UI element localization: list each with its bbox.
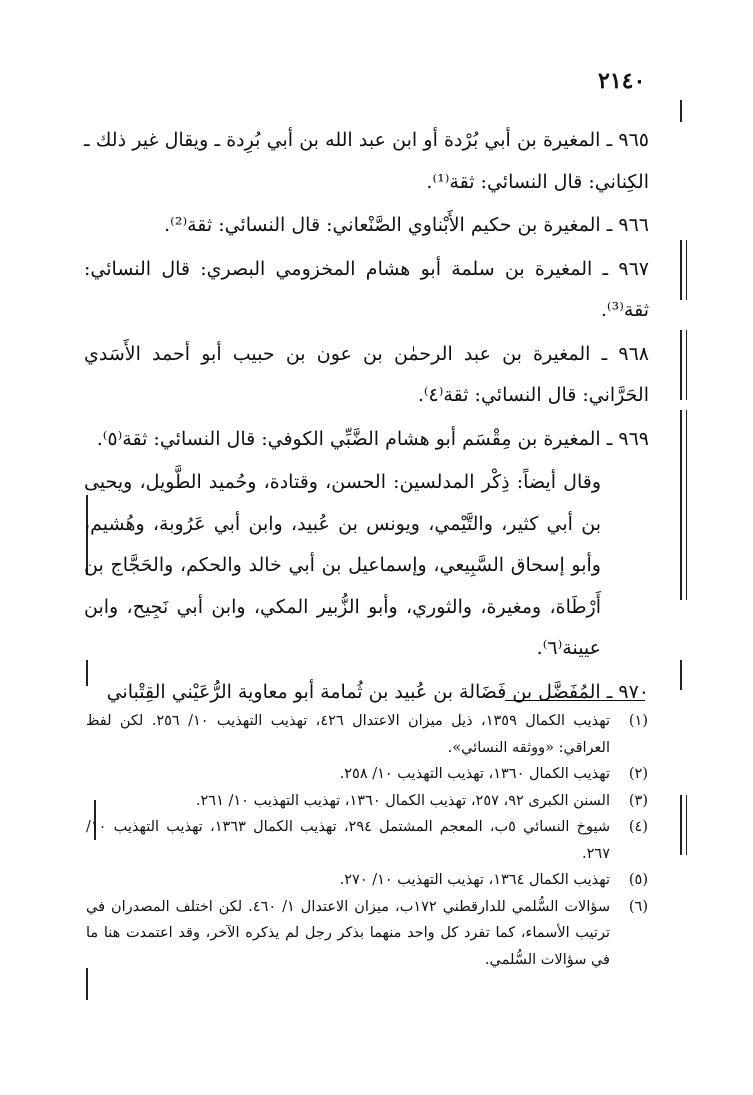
margin-mark [680,410,682,600]
entry-text: المُفَضَّل بن فَضَالة بن عُبيد بن ثُمامة أبو معاوية الرُّعَيْني القِتْباني [106,680,601,703]
footnote-number: (٥) [628,872,648,888]
margin-mark [680,330,682,400]
footnote-6 [86,894,648,974]
footnote-text: شيوخ النسائي ٥ب، المعجم المشتمل ٢٩٤، تهذيب الكمال ١٣٦٣، تهذيب التهذيب ١٠/ ٢٦٧. [86,819,611,862]
entry-text: المغيرة بن عبد الرحمٰن بن عون بن حبيب أبو أحمد الأَسَدي الحَرَّاني: قال النسائي: ثقة⁽٤⁾. [84,342,649,406]
footnote-text: تهذيب الكمال ١٣٥٩، ذيل ميزان الاعتدال ٤٢٦، تهذيب التهذيب ١٠/ ٢٥٦. لكن لفظ العراقي: «ووثقه النسائي». [86,713,610,756]
margin-mark [680,795,682,855]
footnote-text: تهذيب الكمال ١٣٦٤، تهذيب التهذيب ١٠/ ٢٧٠. [339,872,610,888]
footnote-text: السنن الكبرى ٩٢، ٢٥٧، تهذيب الكمال ١٣٦٠، تهذيب التهذيب ١٠/ ٢٦١. [195,792,610,809]
entry-text: المغيرة بن سلمة أبو هشام المخزومي البصري: قال النسائي: ثقة⁽³⁾. [84,257,649,321]
footnote-text: سؤالات السُّلمي للدارقطني ١٧٢ب، ميزان الاعتدال ١/ ٤٦٠. لكن اختلف المصدران في ترتيب الأسماء، كما تفرد كل واحد منهما بذكر رجل لم يذكره الآخر، وقد اعتمدت هنا ما في سؤالات السُّلمي. [86,898,610,968]
footnote-number: (٢) [628,766,648,782]
margin-mark [680,240,682,300]
margin-mark [686,240,687,300]
footnote-separator [505,700,645,701]
footnotes [86,708,648,973]
footnote-3 [86,788,648,815]
footnote-2 [86,761,648,788]
margin-mark [686,795,687,855]
entry-965 [84,120,649,203]
entry-number: ٩٦٩ ـ [606,427,649,450]
entry-number: ٩٦٧ ـ [602,257,649,280]
entry-text: المغيرة بن أبي بُرْدة أو ابن عبد الله بن أبي بُرِدة ـ ويقال غير ذلك ـ الكِناني: قال النسائي: ثقة⁽¹⁾. [84,129,649,193]
footnote-number: (٤) [628,819,648,835]
entry-970 [84,672,649,714]
page-number: ٢١٤٠ [598,68,646,94]
footnote-text: تهذيب الكمال ١٣٦٠، تهذيب التهذيب ١٠/ ٢٥٨. [339,766,610,782]
entry-967 [84,249,649,332]
margin-mark [680,660,682,690]
entry-number: ٩٦٨ ـ [601,342,650,365]
footnote-4 [86,814,648,867]
entry-968 [84,334,649,417]
margin-mark [686,330,687,400]
entry-text: المغيرة بن حكيم الأَبْناوي الصَّنْعاني: قال النسائي: ثقة⁽²⁾. [164,214,601,236]
footnote-number: (١) [628,713,648,729]
entry-number: ٩٦٥ ـ [606,129,649,151]
footnote-1 [86,708,648,761]
entry-number: ٩٦٦ ـ [606,214,649,236]
entry-969-continuation [84,462,649,670]
main-text [84,120,649,715]
footnote-number: (٦) [628,898,648,915]
margin-mark [686,410,687,600]
entry-969 [84,419,649,461]
margin-mark [680,100,682,122]
entry-966 [84,205,649,247]
footnote-number: (٣) [628,792,648,809]
footnote-5 [86,867,648,894]
entry-text: المغيرة بن مِقْسَم أبو هشام الضَّبِّي الكوفي: قال النسائي: ثقة⁽٥⁾. [96,427,601,450]
entry-number: ٩٧٠ ـ [606,680,649,703]
entry-text: وقال أيضاً: ذِكْر المدلسين: الحسن، وقتادة، وحُميد الطَّويل، ويحيى بن أبي كثير، والتَّيْمي، ويونس بن عُبيد، وابن أبي عَرُوبة، وهُشيم، وأبو إسحاق السَّبِيعي، وإسماعيل بن أبي خالد والحكم، والحَجَّاج بن أَرْطَاة، ومغيرة، والثوري، وأبو الزُّبير المكي، وابن أبي نَجِيح، وابن عيينة⁽٦⁾. [84,471,601,659]
